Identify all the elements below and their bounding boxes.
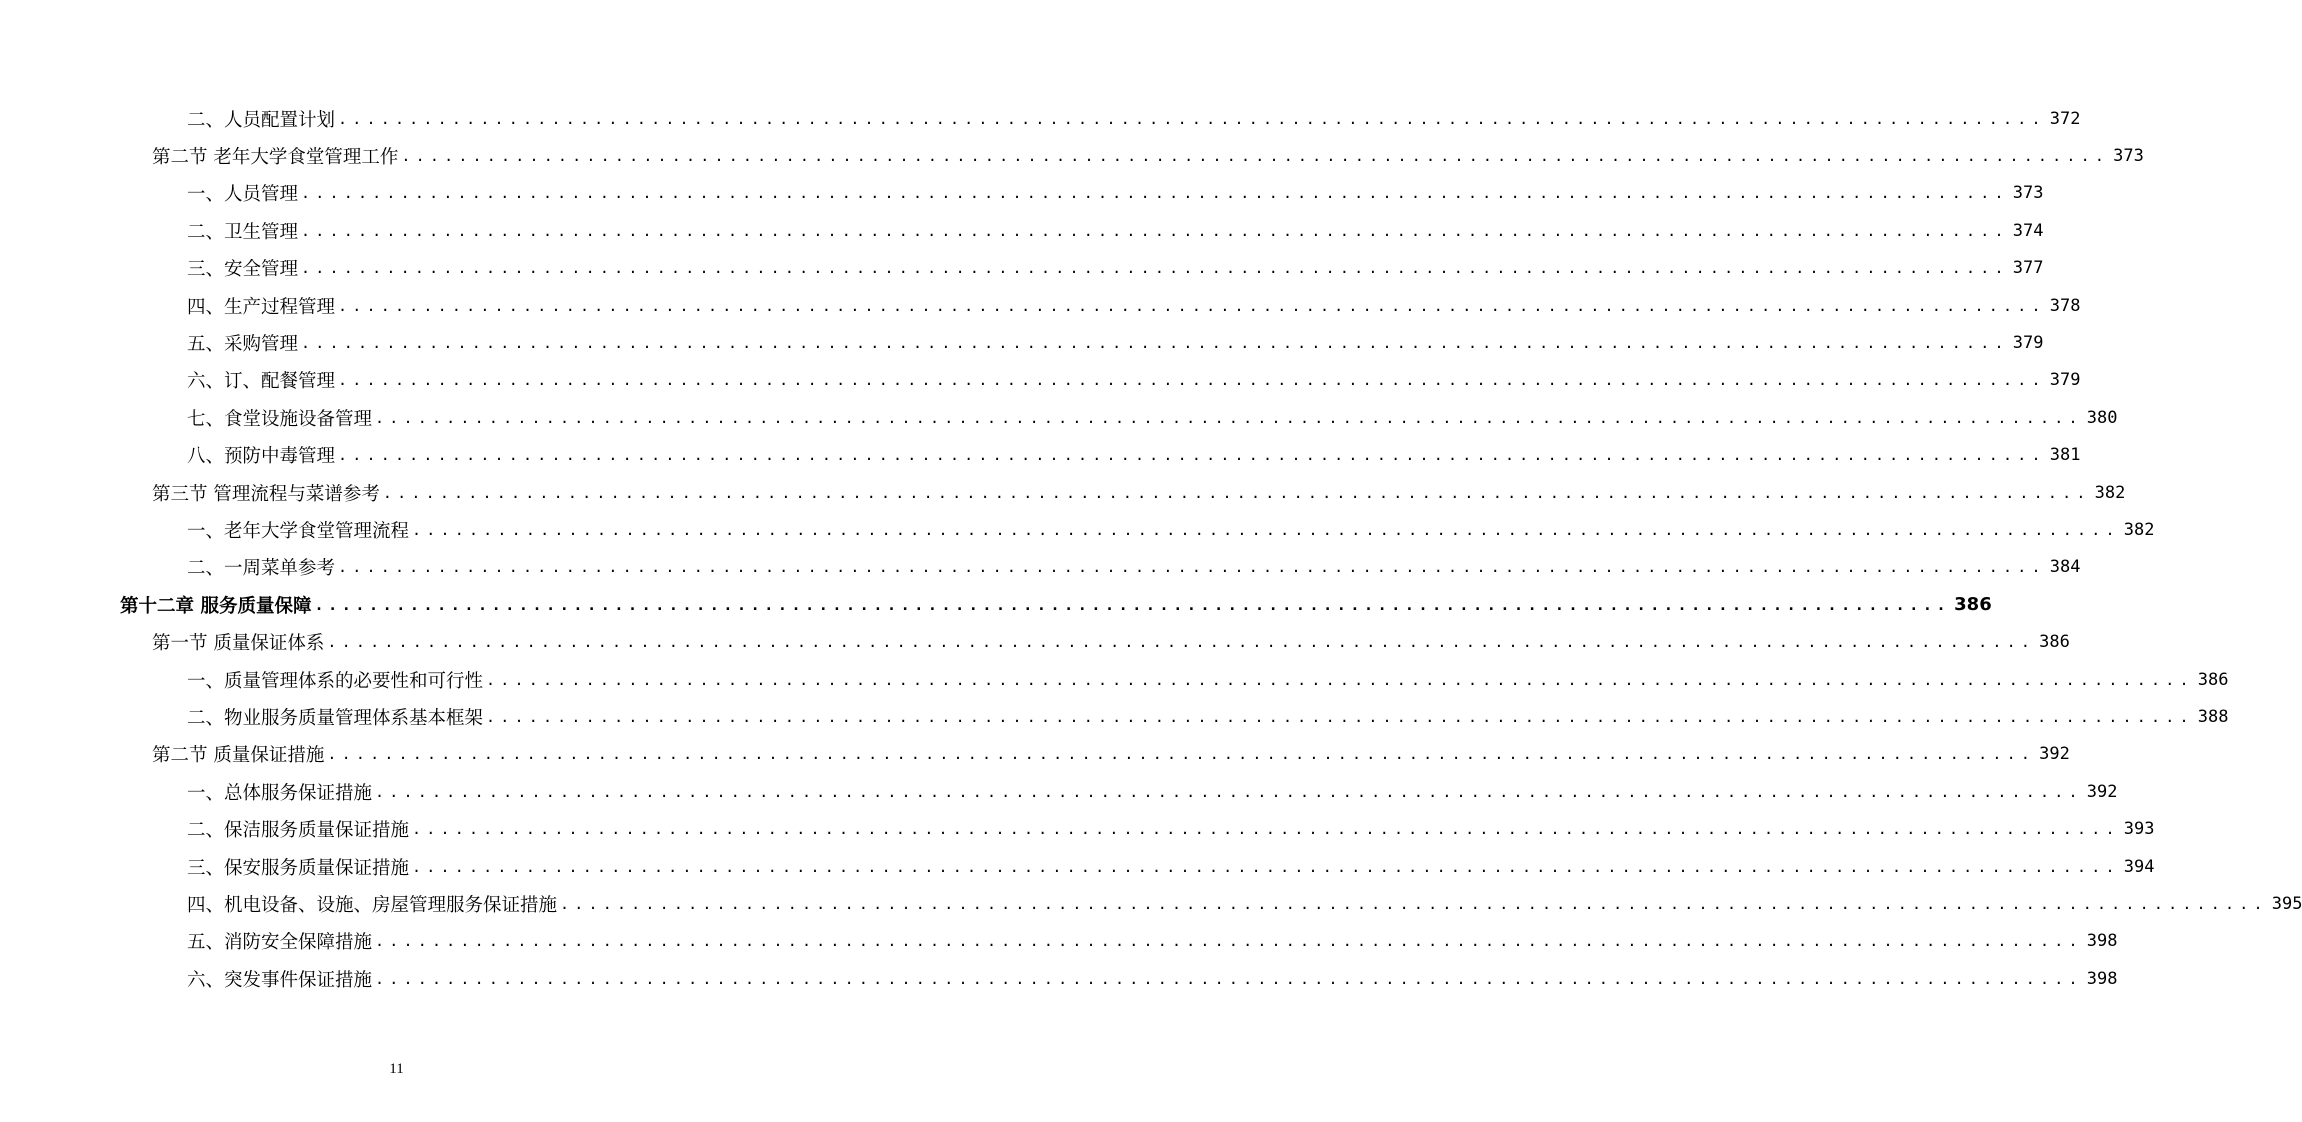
toc-dot-leader: ........................................................................................................................ [327,633,2036,652]
toc-entry-page-number: 373 [2012,183,2044,204]
toc-entry-page-number: 378 [2049,295,2081,316]
toc-entry-page-number: 393 [2123,819,2155,840]
toc-entry-section[interactable] [0,137,2144,174]
toc-dot-leader: ........................................................................................................................ [486,670,2194,689]
toc-entry-item[interactable] [0,399,2118,436]
toc-entry-title: 三、保安服务质量保证措施 [187,857,410,879]
toc-entry-item[interactable] [0,810,2155,847]
toc-dot-leader: ........................................................................................................................ [327,745,2036,764]
toc-entry-item[interactable] [0,923,2118,960]
page-number: 11 [389,1061,404,1077]
toc-entry-page-number: 379 [2049,370,2081,391]
toc-entry-item[interactable] [0,175,2044,212]
toc-dot-leader: ........................................................................................................................ [412,857,2120,876]
toc-entry-item[interactable] [0,250,2044,287]
toc-entry-page-number: 382 [2123,519,2155,540]
toc-entry-title: 二、保洁服务质量保证措施 [187,820,410,842]
toc-entry-item[interactable] [0,549,2081,586]
toc-entry-title: 二、人员配置计划 [187,109,336,131]
toc-entry-page-number: 392 [2086,781,2118,802]
toc-entry-title: 二、一周菜单参考 [187,558,336,580]
toc-entry-title: 八、预防中毒管理 [187,446,336,468]
toc-entry-item[interactable] [0,661,2229,698]
toc-entry-page-number: 374 [2012,220,2044,241]
toc-entry-page-number: 384 [2049,557,2081,578]
toc-entry-title: 一、老年大学食堂管理流程 [187,520,410,542]
toc-entry-title: 一、质量管理体系的必要性和可行性 [187,670,484,692]
toc-dot-leader: ........................................................................................................................ [338,558,2046,577]
toc-entry-title: 二、卫生管理 [187,221,299,243]
toc-dot-leader: ........................................................................................................................ [314,595,1951,614]
toc-dot-leader: ........................................................................................................................ [338,446,2046,465]
toc-dot-leader: ........................................................................................................................ [301,221,2009,240]
toc-entry-title: 第十二章 服务质量保障 [120,595,312,617]
toc-entry-chapter[interactable] [0,586,1992,623]
toc-entry-page-number: 380 [2086,407,2118,428]
toc-entry-page-number: 395 [2271,893,2302,914]
toc-dot-leader: ........................................................................................................................ [301,259,2009,278]
toc-entry-title: 三、安全管理 [187,259,299,281]
toc-entry-section[interactable] [0,474,2126,511]
toc-entry-item[interactable] [0,773,2118,810]
toc-dot-leader: ........................................................................................................................ [338,371,2046,390]
toc-dot-leader: ........................................................................................................................ [560,894,2268,913]
toc-dot-leader: ........................................................................................................................ [375,782,2083,801]
toc-dot-leader: ........................................................................................................................ [375,932,2083,951]
toc-entry-title: 六、突发事件保证措施 [187,969,373,991]
toc-entry-page-number: 398 [2086,968,2118,989]
toc-entry-item[interactable] [0,437,2081,474]
toc-dot-leader: ........................................................................................................................ [375,408,2083,427]
toc-dot-leader: ........................................................................................................................ [375,969,2083,988]
toc-entry-page-number: 392 [2039,744,2070,765]
toc-entry-page-number: 382 [2094,482,2126,503]
toc-entry-title: 二、物业服务质量管理体系基本框架 [187,707,484,729]
toc-entry-item[interactable] [0,698,2229,735]
toc-entry-page-number: 377 [2012,258,2044,279]
toc-entry-title: 七、食堂设施设备管理 [187,408,373,430]
toc-entry-title: 五、采购管理 [187,334,299,356]
toc-entry-page-number: 373 [2113,146,2144,167]
toc-dot-leader: ........................................................................................................................ [412,520,2120,539]
toc-entry-page-number: 386 [2197,669,2229,690]
toc-dot-leader: ........................................................................................................................ [338,109,2046,128]
toc-entry-item[interactable] [0,100,2081,137]
toc-entry-item[interactable] [0,362,2081,399]
toc-entry-title: 第二节 质量保证措施 [152,745,325,767]
toc-entry-page-number: 381 [2049,445,2081,466]
toc-entry-page-number: 379 [2012,333,2044,354]
toc-entry-title: 一、总体服务保证措施 [187,782,373,804]
toc-entry-page-number: 386 [2039,632,2070,653]
toc-entry-title: 六、订、配餐管理 [187,371,336,393]
toc-entry-item[interactable] [0,960,2118,997]
toc-entry-page-number: 386 [1954,594,1992,616]
toc-entry-page-number: 372 [2049,108,2081,129]
toc-entry-title: 一、人员管理 [187,184,299,206]
toc-entry-item[interactable] [0,848,2155,885]
table-of-contents [0,100,2302,997]
toc-dot-leader: ........................................................................................................................ [338,296,2046,315]
toc-entry-item[interactable] [0,324,2044,361]
toc-dot-leader: ........................................................................................................................ [301,334,2009,353]
toc-entry-section[interactable] [0,736,2070,773]
toc-dot-leader: ........................................................................................................................ [401,147,2110,166]
toc-entry-title: 四、生产过程管理 [187,296,336,318]
toc-dot-leader: ........................................................................................................................ [382,483,2091,502]
toc-entry-page-number: 398 [2086,931,2118,952]
toc-entry-section[interactable] [0,623,2070,660]
toc-dot-leader: ........................................................................................................................ [301,184,2009,203]
toc-entry-page-number: 388 [2197,706,2229,727]
toc-entry-title: 四、机电设备、设施、房屋管理服务保证措施 [187,894,558,916]
toc-entry-item[interactable] [0,212,2044,249]
toc-dot-leader: ........................................................................................................................ [486,707,2194,726]
toc-entry-item[interactable] [0,885,2302,922]
toc-entry-title: 第三节 管理流程与菜谱参考 [152,483,380,505]
toc-entry-item[interactable] [0,511,2155,548]
toc-entry-item[interactable] [0,287,2081,324]
toc-entry-page-number: 394 [2123,856,2155,877]
toc-entry-title: 五、消防安全保障措施 [187,932,373,954]
toc-entry-title: 第二节 老年大学食堂管理工作 [152,147,399,169]
toc-entry-title: 第一节 质量保证体系 [152,633,325,655]
toc-dot-leader: ........................................................................................................................ [412,820,2120,839]
